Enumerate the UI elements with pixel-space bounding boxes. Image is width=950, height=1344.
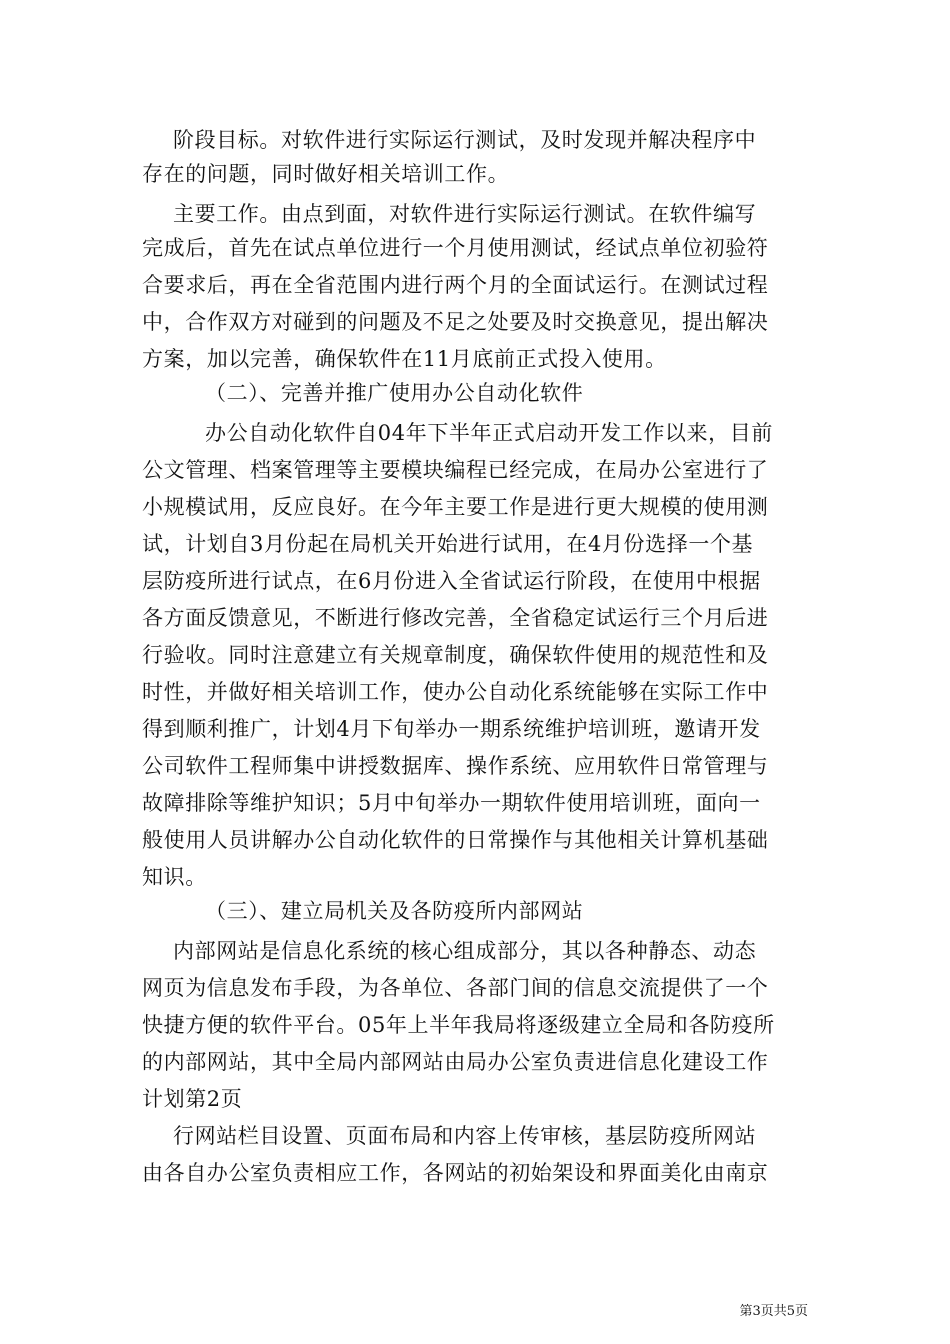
- text-line: 由各自办公室负责相应工作，各网站的初始架设和界面美化由南京: [142, 1161, 769, 1185]
- text-line: 快捷方便的软件平台。05年上半年我局将逐级建立全局和各防疫所: [142, 1013, 775, 1037]
- text-line: 内部网站是信息化系统的核心组成部分，其以各种静态、动态: [173, 939, 757, 963]
- text-line: 计划第2页: [142, 1087, 243, 1111]
- text-line: 行验收。同时注意建立有关规章制度，确保软件使用的规范性和及: [142, 643, 769, 667]
- text-line: 存在的问题，同时做好相关培训工作。: [142, 162, 510, 186]
- text-line: 的内部网站，其中全局内部网站由局办公室负责进信息化建设工作: [142, 1050, 769, 1074]
- text-line: 网页为信息发布手段，为各单位、各部门间的信息交流提供了一个: [142, 976, 769, 1000]
- text-line: 方案，加以完善，确保软件在11月底前正式投入使用。: [142, 347, 667, 371]
- text-line: 得到顺利推广，计划4月下旬举办一期系统维护培训班，邀请开发: [142, 717, 761, 741]
- text-line: 主要工作。由点到面，对软件进行实际运行测试。在软件编写: [173, 202, 757, 226]
- page-number: 第3页共5页: [739, 1304, 808, 1319]
- text-line: 公文管理、档案管理等主要模块编程已经完成，在局办公室进行了: [142, 458, 769, 482]
- text-line: 各方面反馈意见，不断进行修改完善，全省稳定试运行三个月后进: [142, 606, 769, 630]
- text-line: 层防疫所进行试点，在6月份进入全省试运行阶段，在使用中根据: [142, 569, 761, 593]
- text-line: 公司软件工程师集中讲授数据库、操作系统、应用软件日常管理与: [142, 754, 769, 778]
- text-line: 小规模试用，反应良好。在今年主要工作是进行更大规模的使用测: [142, 495, 769, 519]
- text-line: 阶段目标。对软件进行实际运行测试，及时发现并解决程序中: [173, 128, 757, 152]
- text-line: 合要求后，再在全省范围内进行两个月的全面试运行。在测试过程: [142, 273, 769, 297]
- text-line: 试，计划自3月份起在局机关开始进行试用，在4月份选择一个基: [142, 532, 754, 556]
- text-line: 中，合作双方对碰到的问题及不足之处要及时交换意见，提出解决: [142, 310, 769, 334]
- text-line: 完成后，首先在试点单位进行一个月使用测试，经试点单位初验符: [142, 236, 769, 260]
- text-line: 知识。: [142, 865, 207, 889]
- text-line: 故障排除等维护知识；5月中旬举办一期软件使用培训班，面向一: [142, 791, 761, 815]
- text-line: 行网站栏目设置、页面布局和内容上传审核，基层防疫所网站: [173, 1124, 757, 1148]
- section-heading: （二）、完善并推广使用办公自动化软件: [205, 381, 584, 405]
- text-line: 般使用人员讲解办公自动化软件的日常操作与其他相关计算机基础: [142, 828, 769, 852]
- section-heading: （三）、建立局机关及各防疫所内部网站: [205, 899, 584, 923]
- text-line: 时性，并做好相关培训工作，使办公自动化系统能够在实际工作中: [142, 680, 769, 704]
- text-line: 办公自动化软件自04年下半年正式启动开发工作以来，目前: [205, 421, 773, 445]
